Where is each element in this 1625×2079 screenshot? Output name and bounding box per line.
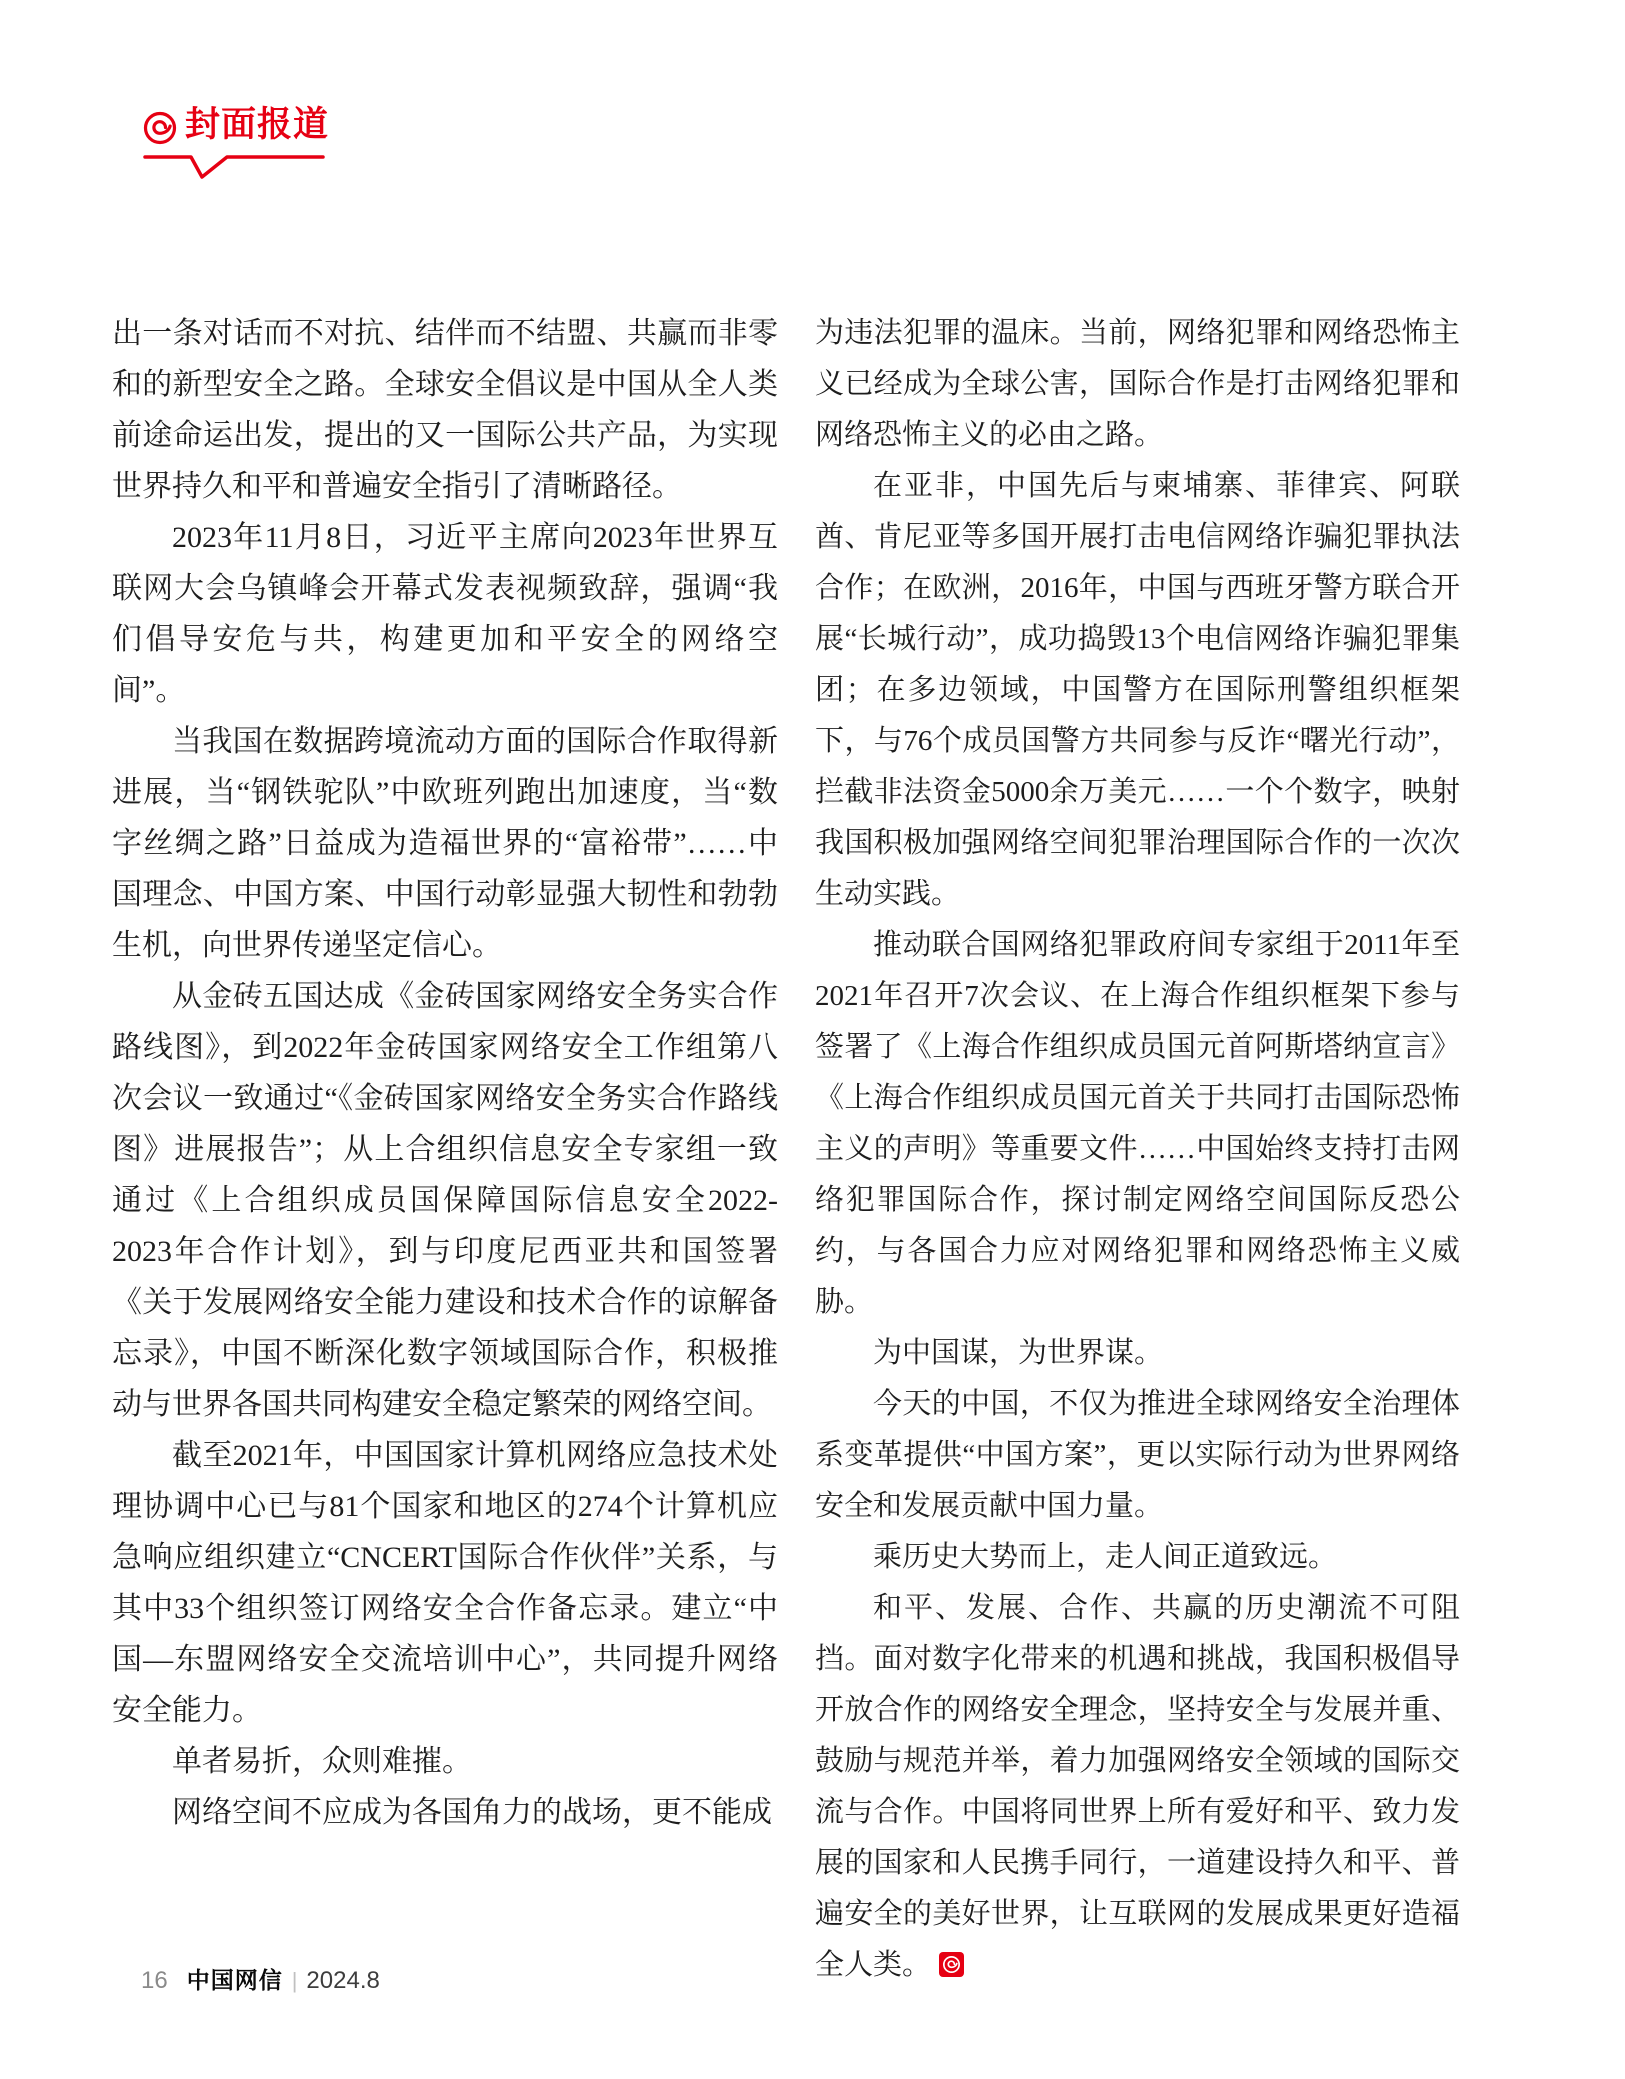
article-paragraph: 为违法犯罪的温床。当前，网络犯罪和网络恐怖主义已经成为全球公害，国际合作是打击网络犯罪和网络恐怖主义的必由之路。	[815, 317, 1460, 451]
article-paragraph: 为中国谋，为世界谋。	[873, 1337, 1164, 1369]
article-end-mark-icon	[939, 1952, 964, 1977]
article-paragraph: 当我国在数据跨境流动方面的国际合作取得新进展，当“钢铁驼队”中欧班列跑出加速度，当“数字丝绸之路”日益成为造福世界的“富裕带”……中国理念、中国方案、中国行动彰显强大韧性和勃勃生机，向世界传递坚定信心。	[112, 725, 778, 962]
article-column-left	[112, 308, 778, 1838]
page-footer	[141, 1962, 380, 1995]
wangxin-logo-icon	[142, 110, 178, 146]
article-paragraph: 乘历史大势而上，走人间正道致远。	[873, 1541, 1338, 1573]
article-paragraph: 推动联合国网络犯罪政府间专家组于2011年至2021年召开7次会议、在上海合作组织框架下参与签署了《上海合作组织成员国元首阿斯塔纳宣言》《上海合作组织成员国元首关于共同打击国际恐怖主义的声明》等重要文件……中国始终支持打击网络犯罪国际合作，探讨制定网络空间国际反恐公约，与各国合力应对网络犯罪和网络恐怖主义威胁。	[815, 929, 1460, 1318]
article-paragraph: 截至2021年，中国国家计算机网络应急技术处理协调中心已与81个国家和地区的274个计算机应急响应组织建立“CNCERT国际合作伙伴”关系，与其中33个组织签订网络安全合作备忘录。建立“中国—东盟网络安全交流培训中心”，共同提升网络安全能力。	[112, 1439, 778, 1727]
article-paragraph: 和平、发展、合作、共赢的历史潮流不可阻挡。面对数字化带来的机遇和挑战，我国积极倡导开放合作的网络安全理念，坚持安全与发展并重、鼓励与规范并举，着力加强网络安全领域的国际交流与合作。中国将同世界上所有爱好和平、致力发展的国家和人民携手同行，一道建设持久和平、普遍安全的美好世界，让互联网的发展成果更好造福全人类。	[815, 1592, 1460, 1981]
article-paragraph: 出一条对话而不对抗、结伴而不结盟、共赢而非零和的新型安全之路。全球安全倡议是中国从全人类前途命运出发，提出的又一国际公共产品，为实现世界持久和平和普遍安全指引了清晰路径。	[112, 317, 778, 503]
article-paragraph: 在亚非，中国先后与柬埔寨、菲律宾、阿联酋、肯尼亚等多国开展打击电信网络诈骗犯罪执法合作；在欧洲，2016年，中国与西班牙警方联合开展“长城行动”，成功捣毁13个电信网络诈骗犯罪集团；在多边领域，中国警方在国际刑警组织框架下，与76个成员国警方共同参与反诈“曙光行动”，拦截非法资金5000余万美元……一个个数字，映射我国积极加强网络空间犯罪治理国际合作的一次次生动实践。	[815, 470, 1460, 910]
magazine-title: 中国网信	[186, 1967, 283, 1993]
section-title: 封面报道	[185, 105, 330, 144]
article-paragraph: 今天的中国，不仅为推进全球网络安全治理体系变革提供“中国方案”，更以实际行动为世界网络安全和发展贡献中国力量。	[815, 1388, 1460, 1522]
article-paragraph: 从金砖五国达成《金砖国家网络安全务实合作路线图》，到2022年金砖国家网络安全工作组第八次会议一致通过“《金砖国家网络安全务实合作路线图》进展报告”；从上合组织信息安全专家组一致通过《上合组织成员国保障国际信息安全2022-2023年合作计划》，到与印度尼西亚共和国签署《关于发展网络安全能力建设和技术合作的谅解备忘录》，中国不断深化数字领域国际合作，积极推动与世界各国共同构建安全稳定繁荣的网络空间。	[112, 980, 778, 1421]
article-paragraph: 2023年11月8日，习近平主席向2023年世界互联网大会乌镇峰会开幕式发表视频致辞，强调“我们倡导安危与共，构建更加和平安全的网络空间”。	[112, 521, 778, 707]
issue-date: 2024.8	[306, 1967, 380, 1994]
footer-separator: |	[291, 1968, 298, 1993]
article-column-right	[815, 308, 1460, 1991]
page-number: 16	[141, 1967, 168, 1994]
header-underline-with-tail	[142, 148, 328, 182]
article-paragraph: 单者易折，众则难摧。	[172, 1745, 472, 1778]
article-paragraph: 网络空间不应成为各国角力的战场，更不能成	[172, 1796, 772, 1829]
